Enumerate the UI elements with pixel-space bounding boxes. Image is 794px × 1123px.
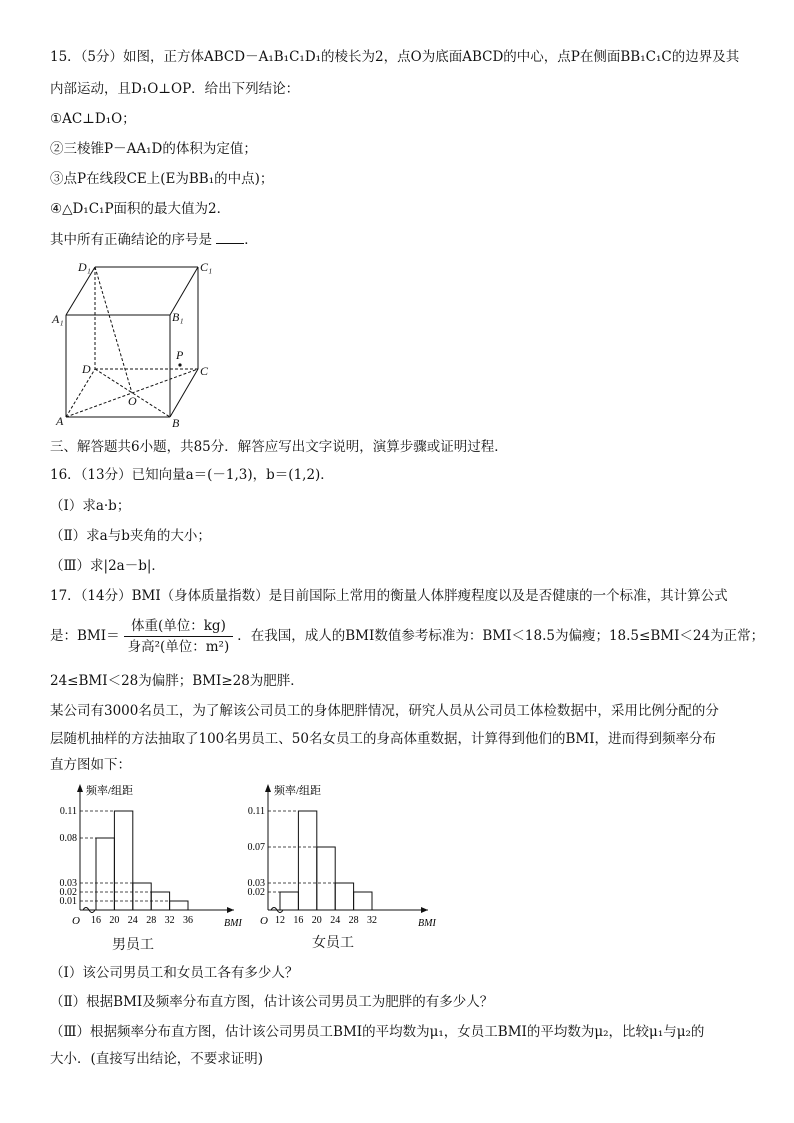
label-B: B	[172, 416, 180, 430]
label-A: A	[56, 414, 64, 428]
q15-conclusion-1: ①AC⊥D₁O；	[50, 111, 136, 127]
q15-stem-line2: 内部运动，且D₁O⊥OP．给出下列结论：	[50, 81, 300, 97]
y-tick-label: 0.08	[59, 833, 77, 844]
histogram-bar	[335, 883, 353, 910]
q17-part-2: （Ⅱ）根据BMI及频率分布直方图，估计该公司男员工为肥胖的有多少人？	[50, 994, 494, 1010]
q17-para-3: 直方图如下：	[50, 757, 131, 773]
q15-conclusion-2: ②三棱锥P－AA₁D的体积为定值；	[50, 141, 257, 157]
q17-part-1: （Ⅰ）该公司男员工和女员工各有多少人？	[50, 965, 299, 981]
q16-part-3: （Ⅲ）求|2a－b|．	[50, 558, 165, 574]
y-axis-arrow	[265, 784, 271, 792]
y-tick-label: 0.11	[247, 806, 265, 817]
origin-label: O	[260, 915, 268, 927]
y-tick-label: 0.01	[59, 896, 77, 907]
y-tick-label: 0.02	[59, 887, 77, 898]
y-tick-label: 0.02	[247, 887, 265, 898]
y-tick-label: 0.03	[247, 878, 265, 889]
q17-formula-post: ．在我国，成人的BMI数值参考标准为：BMI＜18.5为偏瘦；18.5≤BMI＜24为正常；	[237, 628, 765, 644]
x-axis-arrow	[421, 907, 428, 913]
label-A1: A₁	[52, 312, 64, 326]
x-tick-label: 20	[311, 915, 322, 926]
label-P: P	[176, 348, 184, 362]
label-C: C	[200, 364, 209, 378]
q17-stem-line1: 17．（14分）BMI（身体质量指数）是目前国际上常用的衡量人体胖瘦程度以及是否健康的一个标准，其计算公式	[50, 588, 728, 604]
y-tick-label: 0.07	[247, 842, 265, 853]
x-tick-label: 16	[91, 915, 101, 926]
bmi-numerator: 体重(单位：kg)	[124, 616, 234, 637]
histogram-bar	[170, 901, 188, 910]
label-D1: D₁	[78, 260, 91, 274]
label-D: D	[82, 362, 91, 376]
q17-standard-2: 24≤BMI＜28为偏胖；BMI≥28为肥胖．	[50, 673, 304, 689]
bmi-fraction	[124, 616, 234, 657]
female-histogram	[232, 780, 442, 930]
q15-question	[50, 231, 258, 249]
x-tick-label: 24	[330, 915, 341, 926]
q17-formula-line	[50, 616, 764, 657]
q17-para-2: 层随机抽样的方法抽取了100名男员工、50名女员工的身高体重数据，计算得到他们的BMI，进而得到频率分布	[50, 731, 717, 747]
x-tick-label: 20	[109, 915, 120, 926]
q16-stem: 16．（13分）已知向量a＝(－1,3)，b＝(1,2)．	[50, 467, 334, 483]
y-axis-label: 频率/组距	[86, 785, 134, 797]
label-O: O	[128, 394, 137, 408]
q17-para-1: 某公司有3000名员工，为了解该公司员工的身体肥胖情况，研究人员从公司员工体检数据中，采用比例分配的分	[50, 703, 719, 719]
histogram-bar	[96, 838, 114, 910]
label-B1: B₁	[172, 310, 184, 324]
x-axis-label: BMI	[224, 918, 242, 929]
label-C1: C₁	[200, 260, 213, 274]
q16-part-1: （Ⅰ）求a·b；	[50, 498, 131, 514]
q17-part-3-line1: （Ⅲ）根据频率分布直方图，估计该公司男员工BMI的平均数为μ₁，女员工BMI的平均数为μ₂，比较μ₁与μ₂的	[50, 1024, 705, 1040]
y-axis-label: 频率/组距	[274, 785, 322, 797]
x-tick-label: 32	[367, 915, 377, 926]
histogram-bar	[280, 892, 298, 910]
x-tick-label: 28	[146, 915, 157, 926]
x-tick-label: 36	[183, 915, 193, 926]
y-axis-arrow	[77, 784, 83, 792]
histogram-bar	[354, 892, 372, 910]
q15-stem-line1: 15．（5分）如图，正方体ABCD－A₁B₁C₁D₁的棱长为2，点O为底面ABCD的中心，点P在侧面BB₁C₁C的边界及其	[50, 49, 740, 65]
x-tick-label: 12	[275, 915, 285, 926]
female-chart-caption: 女员工	[312, 935, 354, 951]
histogram-bar	[114, 811, 132, 910]
q15-conclusion-3: ③点P在线段CE上(E为BB₁的中点)；	[50, 171, 274, 187]
x-tick-label: 28	[348, 915, 359, 926]
x-tick-label: 32	[164, 915, 175, 926]
x-tick-label: 16	[293, 915, 304, 926]
cube-figure	[50, 255, 230, 435]
q15-question-end: ．	[244, 232, 258, 248]
male-chart-caption: 男员工	[112, 937, 154, 953]
bmi-denominator: 身高²(单位：m²)	[127, 639, 230, 655]
histogram-bar	[298, 811, 316, 910]
origin-label: O	[72, 915, 80, 927]
histogram-bar	[317, 847, 335, 910]
y-tick-label: 0.03	[59, 878, 77, 889]
q17-formula-pre: 是：BMI＝	[50, 628, 120, 644]
male-histogram	[48, 780, 248, 930]
q15-question-text: 其中所有正确结论的序号是	[50, 232, 212, 248]
x-tick-label: 24	[127, 915, 138, 926]
y-tick-label: 0.11	[59, 806, 77, 817]
q16-part-2: （Ⅱ）求a与b夹角的大小；	[50, 528, 211, 544]
histogram-bar	[133, 883, 151, 910]
section-3-heading: 三、解答题共6小题，共85分．解答应写出文字说明，演算步骤或证明过程．	[50, 439, 508, 455]
answer-blank[interactable]	[216, 231, 244, 244]
q17-part-3-line2: 大小．(直接写出结论，不要求证明)	[50, 1051, 264, 1067]
q15-conclusion-4: ④△D₁C₁P面积的最大值为2．	[50, 201, 231, 217]
x-axis-label: BMI	[418, 918, 436, 929]
